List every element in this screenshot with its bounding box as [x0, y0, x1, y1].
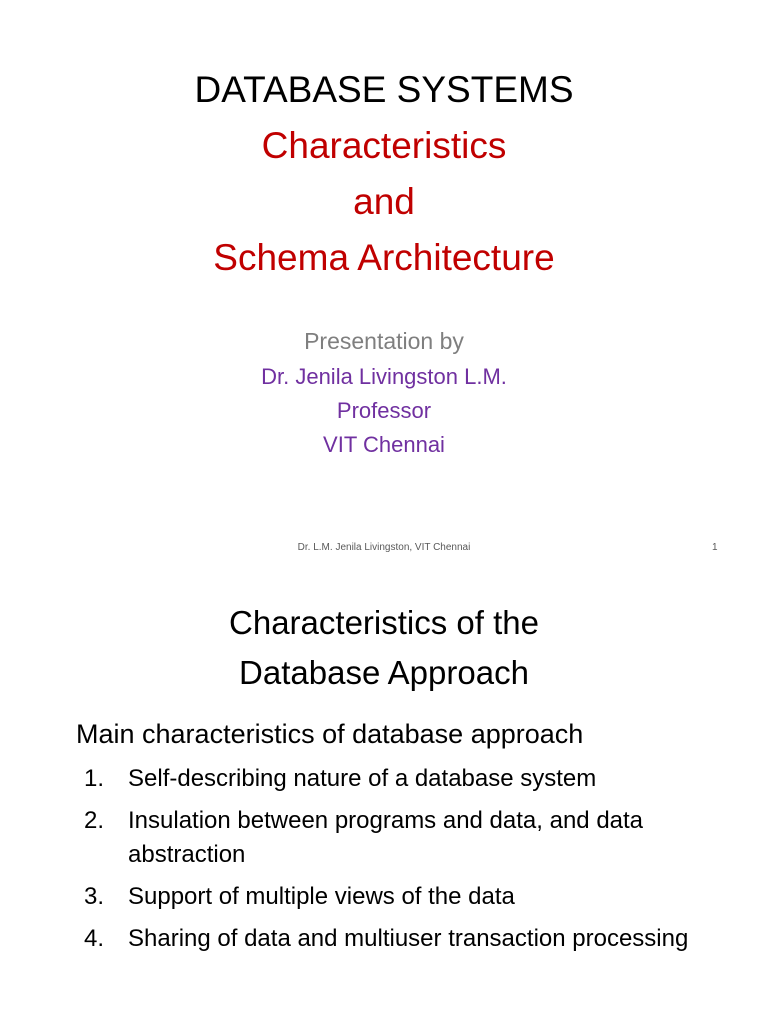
list-item-number: 2.: [84, 807, 105, 834]
list-item-number: 3.: [84, 883, 105, 910]
list-item: [0, 762, 728, 796]
author-affiliation: VIT Chennai: [323, 432, 445, 457]
list-item: [0, 804, 728, 872]
author-name: Dr. Jenila Livingston L.M.: [261, 364, 507, 389]
list-item-text: Self-describing nature of a database system: [128, 765, 597, 792]
slide-number: 1: [712, 542, 718, 553]
slide-footer: Dr. L.M. Jenila Livingston, VIT Chennai: [297, 542, 471, 553]
characteristics-list: [0, 762, 768, 964]
list-item: [0, 880, 728, 914]
subtitle-line-3: Schema Architecture: [213, 237, 555, 278]
subtitle-line-2: and: [353, 181, 415, 222]
subheading: Main characteristics of database approach: [76, 719, 584, 749]
list-item-text: Insulation between programs and data, and data abstraction: [128, 807, 644, 868]
slide-title: DATABASE SYSTEMS: [194, 69, 574, 110]
list-item-number: 4.: [84, 925, 105, 952]
subtitle-line-1: Characteristics: [261, 125, 507, 166]
presented-by-label: Presentation by: [304, 328, 464, 354]
slide-title-line-1: Characteristics of the: [229, 604, 539, 641]
content-slide: [0, 572, 768, 1024]
author-title: Professor: [336, 398, 432, 423]
list-item-number: 1.: [84, 765, 105, 792]
slide-title-line-2: Database Approach: [239, 654, 529, 691]
list-item-text: Sharing of data and multiuser transaction processing: [128, 925, 689, 952]
list-item-text: Support of multiple views of the data: [128, 883, 515, 910]
list-item: [0, 922, 728, 956]
